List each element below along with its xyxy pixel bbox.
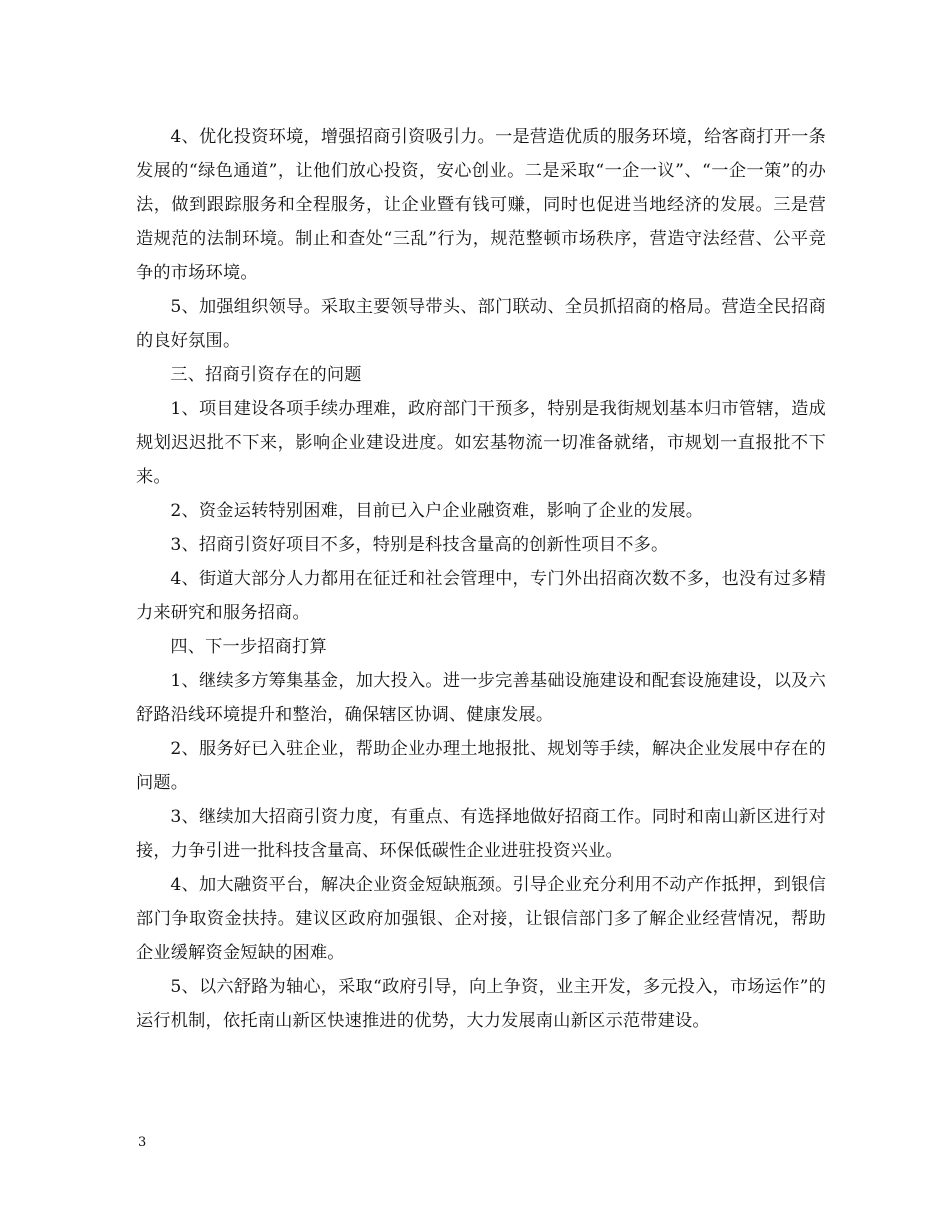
paragraph-problem-manpower: 4、街道大部分人力都用在征迁和社会管理中，专门外出招商次数不多，也没有过多精力来研究和服务招商。 (136, 569, 826, 623)
document-body (136, 120, 826, 1038)
paragraph-problem-projects: 3、招商引资好项目不多，特别是科技含量高的创新性项目不多。 (170, 535, 669, 555)
paragraph-problem-funding: 2、资金运转特别困难，目前已入户企业融资难，影响了企业的发展。 (170, 501, 704, 521)
paragraph-plan-financing: 4、加大融资平台，解决企业资金短缺瓶颈。引导企业充分利用不动产作抵押，到银信部门争取资金扶持。建议区政府加强银、企对接，让银信部门多了解企业经营情况，帮助企业缓解资金短缺的困难。 (136, 875, 826, 963)
section-heading-problems: 三、招商引资存在的问题 (170, 365, 362, 385)
section-heading-next-steps: 四、下一步招商打算 (170, 637, 327, 657)
paragraph-strengthen-leadership: 5、加强组织领导。采取主要领导带头、部门联动、全员抓招商的格局。营造全民招商的良好氛围。 (136, 297, 826, 351)
paragraph-plan-demonstration-belt: 5、以六舒路为轴心，采取“政府引导，向上争资，业主开发，多元投入，市场运作”的运行机制，依托南山新区快速推进的优势，大力发展南山新区示范带建设。 (136, 977, 826, 1031)
paragraph-problem-procedures: 1、项目建设各项手续办理难，政府部门干预多，特别是我街规划基本归市管辖，造成规划迟迟批不下来，影响企业建设进度。如宏基物流一切准备就绪，市规划一直报批不下来。 (136, 399, 826, 487)
paragraph-optimize-investment-environment: 4、优化投资环境，增强招商引资吸引力。一是营造优质的服务环境，给客商打开一条发展的“绿色通道”，让他们放心投资，安心创业。二是采取“一企一议”、“一企一策”的办法，做到跟踪服务和全程服务，让企业暨有钱可赚，同时也促进当地经济的发展。三是营造规范的法制环境。制止和查处“三乱”行为，规范整顿市场秩序，营造守法经营、公平竞争的市场环境。 (136, 127, 826, 283)
paragraph-plan-investment: 3、继续加大招商引资力度，有重点、有选择地做好招商工作。同时和南山新区进行对接，力争引进一批科技含量高、环保低碳性企业进驻投资兴业。 (136, 807, 826, 861)
page-number: 3 (138, 1135, 147, 1150)
paragraph-plan-funding: 1、继续多方筹集基金，加大投入。进一步完善基础设施建设和配套设施建设，以及六舒路沿线环境提升和整治，确保辖区协调、健康发展。 (136, 671, 826, 725)
paragraph-plan-service: 2、服务好已入驻企业，帮助企业办理土地报批、规划等手续，解决企业发展中存在的问题。 (136, 739, 826, 793)
